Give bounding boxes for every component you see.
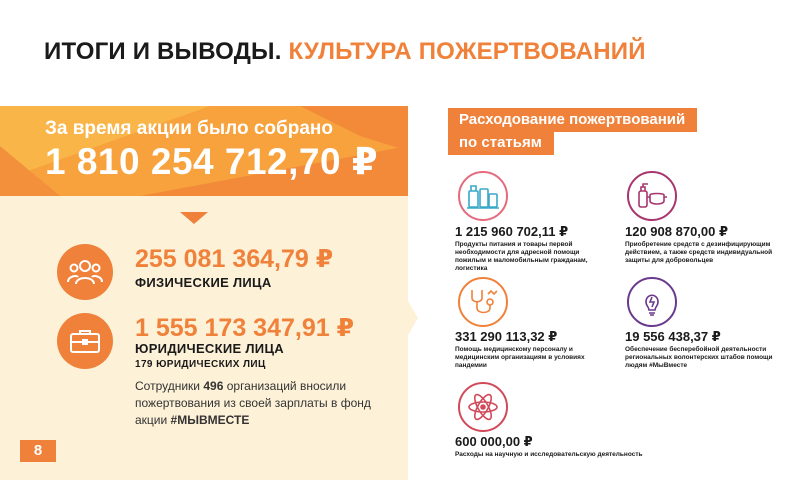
spending-desc-5: Расходы на научную и исследовательскую деятельность [455, 451, 643, 458]
spending-amount-3: 331 290 113,32 ₽ [455, 329, 558, 344]
legal-sublabel: 179 ЮРИДИЧЕСКИХ ЛИЦ [135, 359, 266, 370]
people-icon [57, 244, 113, 300]
total-subtitle: За время акции было собрано [45, 118, 333, 139]
spending-amount-1: 1 215 960 702,11 ₽ [455, 224, 569, 239]
spending-desc-3: Помощь медицинскому персоналу и медицинским организациям в условиях пандемии [455, 346, 585, 369]
stethoscope-icon [458, 277, 508, 327]
spending-desc-4: Обеспечение бесперебойной деятельности региональных волонтерских штабов помощи людям #МыВместе [625, 346, 773, 369]
total-amount: 1 810 254 712,70 ₽ [45, 141, 379, 182]
down-pointer [180, 212, 208, 224]
title-main: ИТОГИ И ВЫВОДЫ. [44, 38, 282, 65]
individuals-amount: 255 081 364,79 ₽ [135, 245, 334, 273]
page-title [44, 38, 646, 66]
title-accent: КУЛЬТУРА ПОЖЕРТВОВАНИЙ [288, 38, 646, 65]
page-number: 8 [20, 440, 56, 462]
spending-header-line2: по статьям [448, 131, 554, 155]
groceries-icon [458, 171, 508, 221]
employees-note [135, 378, 395, 429]
panel-arrow [404, 294, 418, 342]
spending-desc-2: Приобретение средств с дезинфицирующим действием, а также средств индивидуальной защиты для добровольцев [625, 241, 773, 264]
spending-desc-1: Продукты питания и товары первой необходимости для адресной помощи пожилым и маломобильным гражданам, логистика [455, 241, 588, 272]
spending-header-line1: Расходование пожертвований [448, 108, 697, 132]
legal-amount: 1 555 173 347,91 ₽ [135, 314, 354, 342]
spending-amount-4: 19 556 438,37 ₽ [625, 329, 721, 344]
lightbulb-icon [627, 277, 677, 327]
individuals-label: ФИЗИЧЕСКИЕ ЛИЦА [135, 275, 272, 290]
note-tag: #МЫВМЕСТЕ [170, 413, 250, 427]
legal-label: ЮРИДИЧЕСКИЕ ЛИЦА [135, 341, 284, 356]
briefcase-icon [57, 313, 113, 369]
spending-amount-2: 120 908 870,00 ₽ [625, 224, 729, 239]
atom-icon [458, 382, 508, 432]
note-pre: Сотрудники [135, 379, 200, 393]
spending-amount-5: 600 000,00 ₽ [455, 434, 533, 449]
note-count: 496 [203, 379, 224, 393]
disinfectant-mask-icon [627, 171, 677, 221]
note-mid: организаций вносили пожертвования из своей зарплаты в фонд акции [135, 379, 371, 427]
